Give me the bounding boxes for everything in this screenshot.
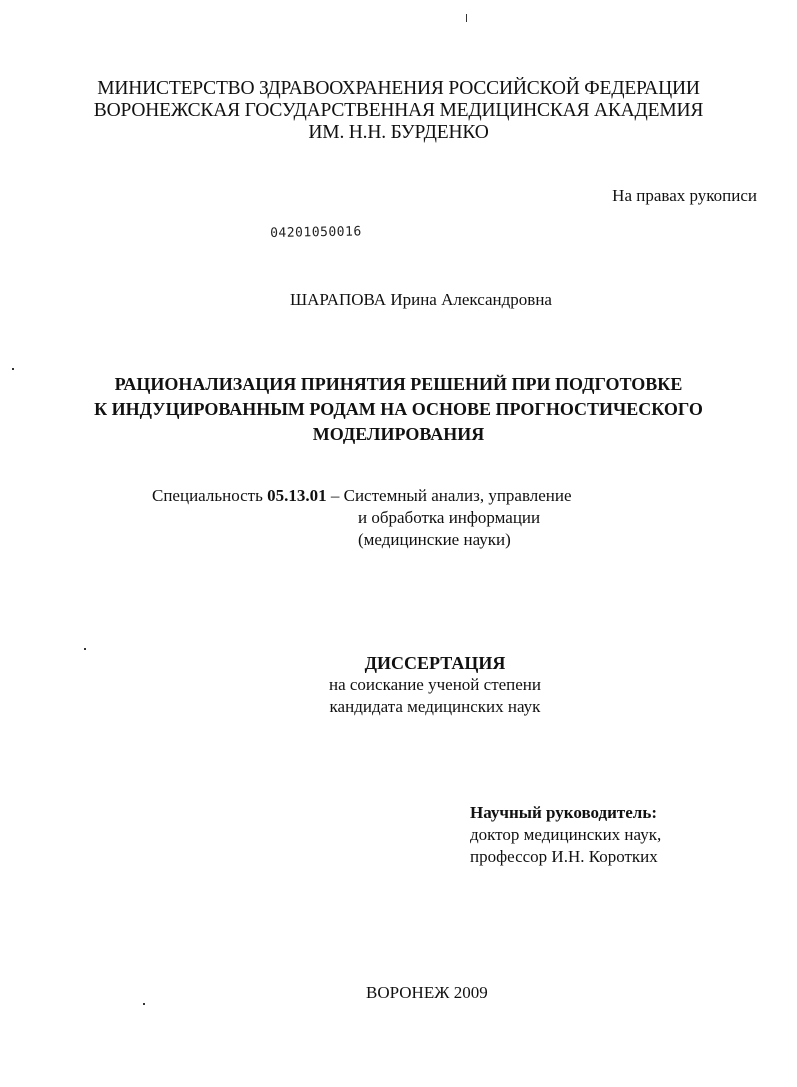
- specialty-line-2: и обработка информации: [358, 508, 541, 527]
- scan-speck: [466, 14, 467, 22]
- thesis-block: [290, 652, 580, 718]
- thesis-line-1: на соискание ученой степени: [328, 675, 542, 694]
- specialty-line-1: [152, 485, 572, 507]
- manuscript-rights-note: На правах рукописи: [612, 186, 757, 205]
- academy-name: ВОРОНЕЖСКАЯ ГОСУДАРСТВЕННАЯ МЕДИЦИНСКАЯ АКАДЕМИЯ: [93, 100, 704, 121]
- city-year: ВОРОНЕЖ 2009: [366, 983, 488, 1002]
- title-line-3: МОДЕЛИРОВАНИЯ: [312, 424, 485, 444]
- advisor-line-2: профессор И.Н. Коротких: [470, 847, 658, 866]
- scan-speck: [84, 648, 86, 650]
- dissertation-title: [0, 372, 797, 447]
- author-name: ШАРАПОВА Ирина Александровна: [290, 290, 552, 309]
- catalog-number-stamp: 04201050016: [270, 224, 362, 241]
- specialty-prefix: Специальность: [152, 486, 263, 505]
- specialty-block: [152, 485, 572, 551]
- thesis-line-2: кандидата медицинских наук: [329, 697, 541, 716]
- specialty-code: 05.13.01: [267, 486, 327, 505]
- academy-named-after: ИМ. Н.Н. БУРДЕНКО: [308, 122, 489, 143]
- advisor-heading: Научный руководитель:: [470, 803, 657, 822]
- title-line-2: К ИНДУЦИРОВАННЫМ РОДАМ НА ОСНОВЕ ПРОГНОСТИЧЕСКОГО: [94, 399, 703, 419]
- scan-speck: [143, 1003, 145, 1005]
- organization-header: [0, 78, 797, 144]
- advisor-line-1: доктор медицинских наук,: [470, 825, 662, 844]
- advisor-block: [470, 802, 661, 868]
- specialty-description: – Системный анализ, управление: [326, 486, 572, 505]
- title-line-1: РАЦИОНАЛИЗАЦИЯ ПРИНЯТИЯ РЕШЕНИЙ ПРИ ПОДГОТОВКЕ: [114, 374, 683, 394]
- specialty-line-3: (медицинские науки): [358, 530, 511, 549]
- ministry-name: МИНИСТЕРСТВО ЗДРАВООХРАНЕНИЯ РОССИЙСКОЙ ФЕДЕРАЦИИ: [97, 78, 700, 99]
- thesis-heading: ДИССЕРТАЦИЯ: [364, 653, 506, 673]
- scan-speck: [12, 368, 14, 370]
